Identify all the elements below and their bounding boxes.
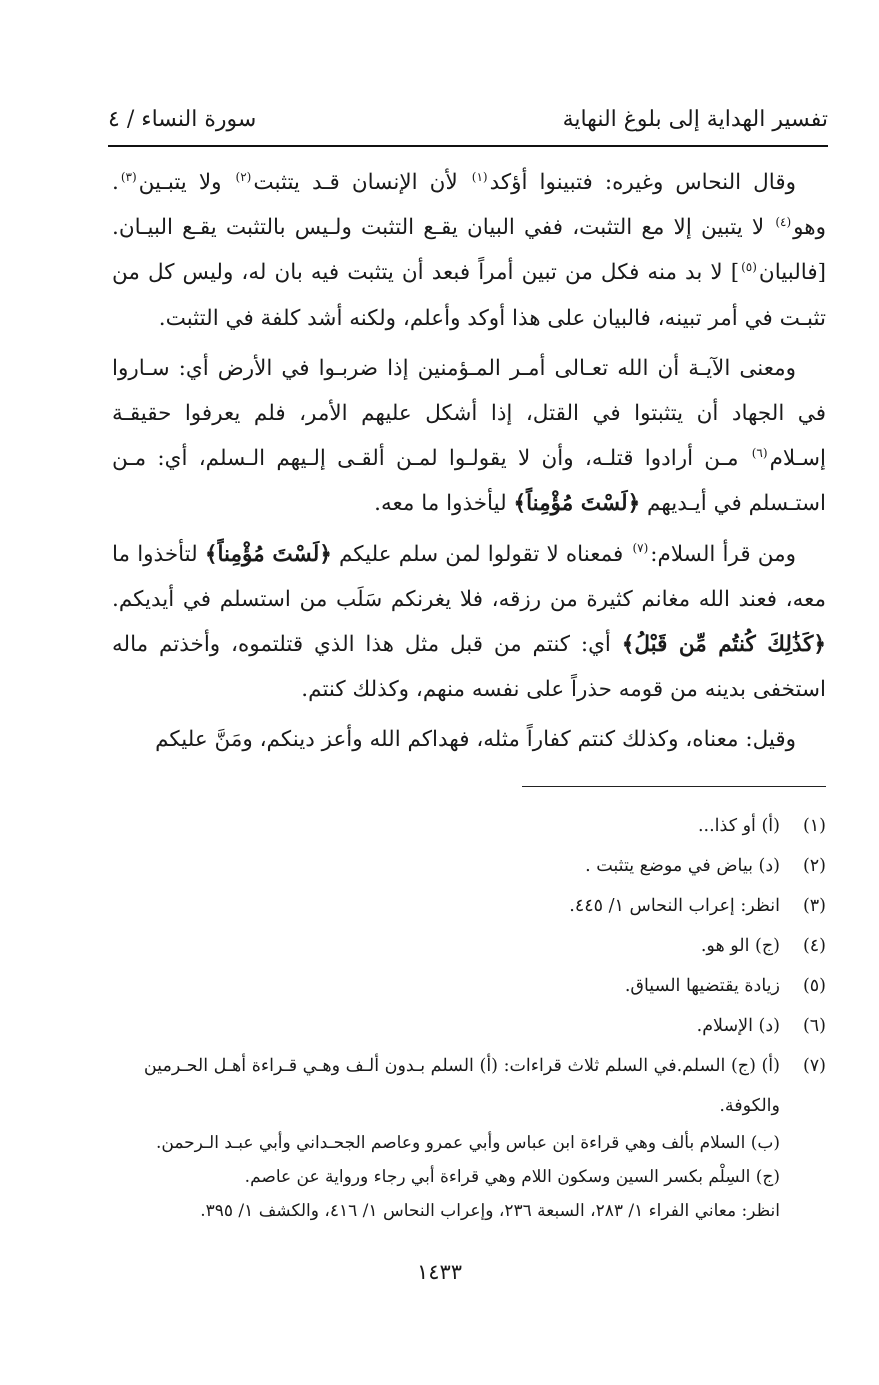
footnote-item — [112, 846, 826, 886]
text-run: ولا يتبـين — [138, 170, 234, 195]
footnote-number: (٥) — [802, 976, 826, 996]
footnote-text: (أ) أو كذا... — [697, 816, 780, 836]
footnote-number: (٤) — [802, 936, 826, 956]
surah-label: سورة النساء / ٤ — [108, 106, 257, 132]
quran-quote: ﴿كَذَٰلِكَ كُنتُم مِّن قَبْلُ﴾ — [621, 632, 826, 658]
text-run: ومن قرأ السلام: — [650, 541, 796, 567]
footnote-item — [112, 1006, 826, 1046]
quran-quote: ﴿لَسْتَ مُؤْمِناً﴾ — [204, 541, 332, 567]
footnotes — [112, 806, 826, 1228]
footnote-text: زيادة يقتضيها السياق. — [624, 976, 780, 996]
text-run: فمعناه لا تقولوا لمن سلم عليكم — [331, 541, 631, 567]
footnote-ref[interactable]: (٢) — [235, 169, 252, 184]
text-run: لا يتبين إلا مع التثبت، ففي البيان يقـع التثبت ولـيس بالتثبت يقـع البيـان. [فالبيان — [112, 215, 826, 286]
footnote-ref[interactable]: (٤) — [775, 215, 792, 230]
footnote-text: (ج) الو هو. — [700, 936, 780, 956]
text-run: مـن أرادوا قتلـه، وأن لا يقولـوا لمـن ألقـى إلـيهم الـسلم، أي: مـن استـسلم في أيـديهم — [112, 446, 826, 517]
footnote-ref[interactable]: (٣) — [120, 169, 137, 184]
footnote-text: (د) بياض في موضع يتثبت . — [585, 856, 780, 876]
text-run: أي: كنتم من قبل مثل هذا الذي قتلتموه، وأخذتم ماله استخفى بدينه من قومه حذراً على نفسه منهم، وكذلك كنتم. — [112, 632, 826, 703]
footnote-ref[interactable]: (٥) — [741, 260, 757, 275]
footnote-reference: انظر: معاني الفراء ١/ ٢٨٣، السبعة ٢٣٦، وإعراب النحاس ١/ ٤١٦، والكشف ١/ ٣٩٥. — [200, 1201, 780, 1221]
footnote-number: (١) — [802, 816, 826, 836]
footnote-number: (٦) — [802, 1016, 826, 1036]
text-run: ومعنى الآيـة أن الله تعـالى أمـر المـؤمنين إذا ضربـوا في الأرض أي: سـاروا في الجهاد أن يتثبتوا في القتل، إذا أشكل عليهم الأمر، فلم يعرفوا حقيقـة إسـلام — [112, 355, 826, 472]
footnote-item — [112, 1046, 826, 1126]
footnote-ref[interactable]: (٧) — [632, 541, 649, 556]
footnote-text: انظر: إعراب النحاس ١/ ٤٤٥. — [569, 896, 780, 916]
footnote-item — [112, 886, 826, 926]
footnote-item — [112, 966, 826, 1006]
running-header — [108, 96, 828, 142]
footnote-ref[interactable]: (٦) — [751, 446, 768, 461]
footnote-text: (د) الإسلام. — [696, 1016, 780, 1036]
paragraph-2 — [112, 346, 826, 527]
footnote-text: (أ) (ج) السلم.في السلم ثلاث قراءات: (أ) السلم بـدون ألـف وهـي قـراءة أهـل الحـرمين والكوفة. — [143, 1056, 780, 1116]
footnote-ref[interactable]: (١) — [471, 169, 488, 184]
main-text — [112, 160, 826, 768]
text-run: لأن الإنسان قـد يتثبت — [253, 170, 470, 195]
paragraph-4 — [112, 717, 826, 762]
book-title: تفسير الهداية إلى بلوغ النهاية — [562, 106, 828, 132]
footnote-divider — [522, 786, 826, 787]
footnote-item — [112, 926, 826, 966]
text-run: ] لا بد منه فكل من تبين أمراً فبعد أن يتثبت فيه بان له، وليس كل من تثبـت في أمر تبينه، فالبيان على هذا أوكد وأعلم، ولكنه أشد كلفة في التثبت. — [112, 260, 826, 331]
footnote-number: (٣) — [802, 896, 826, 916]
text-run: . وهو — [112, 170, 826, 241]
paragraph-3 — [112, 532, 826, 713]
page-number: ١٤٣٣ — [416, 1260, 463, 1284]
text-run: ليأخذوا ما معه. — [374, 491, 514, 517]
paragraph-1 — [112, 160, 826, 341]
header-divider — [108, 145, 828, 147]
footnote-number: (٢) — [802, 856, 826, 876]
text-run: لتأخذوا ما معه، فعند الله مغانم كثيرة من رزقه، فلا يغرنكم سَلَب من استسلم في أيديكم. — [112, 541, 826, 612]
quran-quote: ﴿لَسْتَ مُؤْمِناً﴾ — [513, 491, 641, 517]
footnote-subitem: (ب) السلام بألف وهي قراءة ابن عباس وأبي عمرو وعاصم الجحـداني وأبي عبـد الـرحمن. — [155, 1133, 780, 1153]
footnote-subitem: (ج) السِلْم بكسر السين وسكون اللام وهي قراءة أبي رجاء ورواية عن عاصم. — [244, 1167, 780, 1187]
text-run: وقال النحاس وغيره: فتبينوا أؤكد — [489, 170, 796, 195]
footnote-item — [112, 806, 826, 846]
text-run: وقيل: معناه، وكذلك كنتم كفاراً مثله، فهداكم الله وأعز دينكم، ومَنَّ عليكم — [155, 727, 796, 753]
footnote-number: (٧) — [802, 1056, 826, 1076]
